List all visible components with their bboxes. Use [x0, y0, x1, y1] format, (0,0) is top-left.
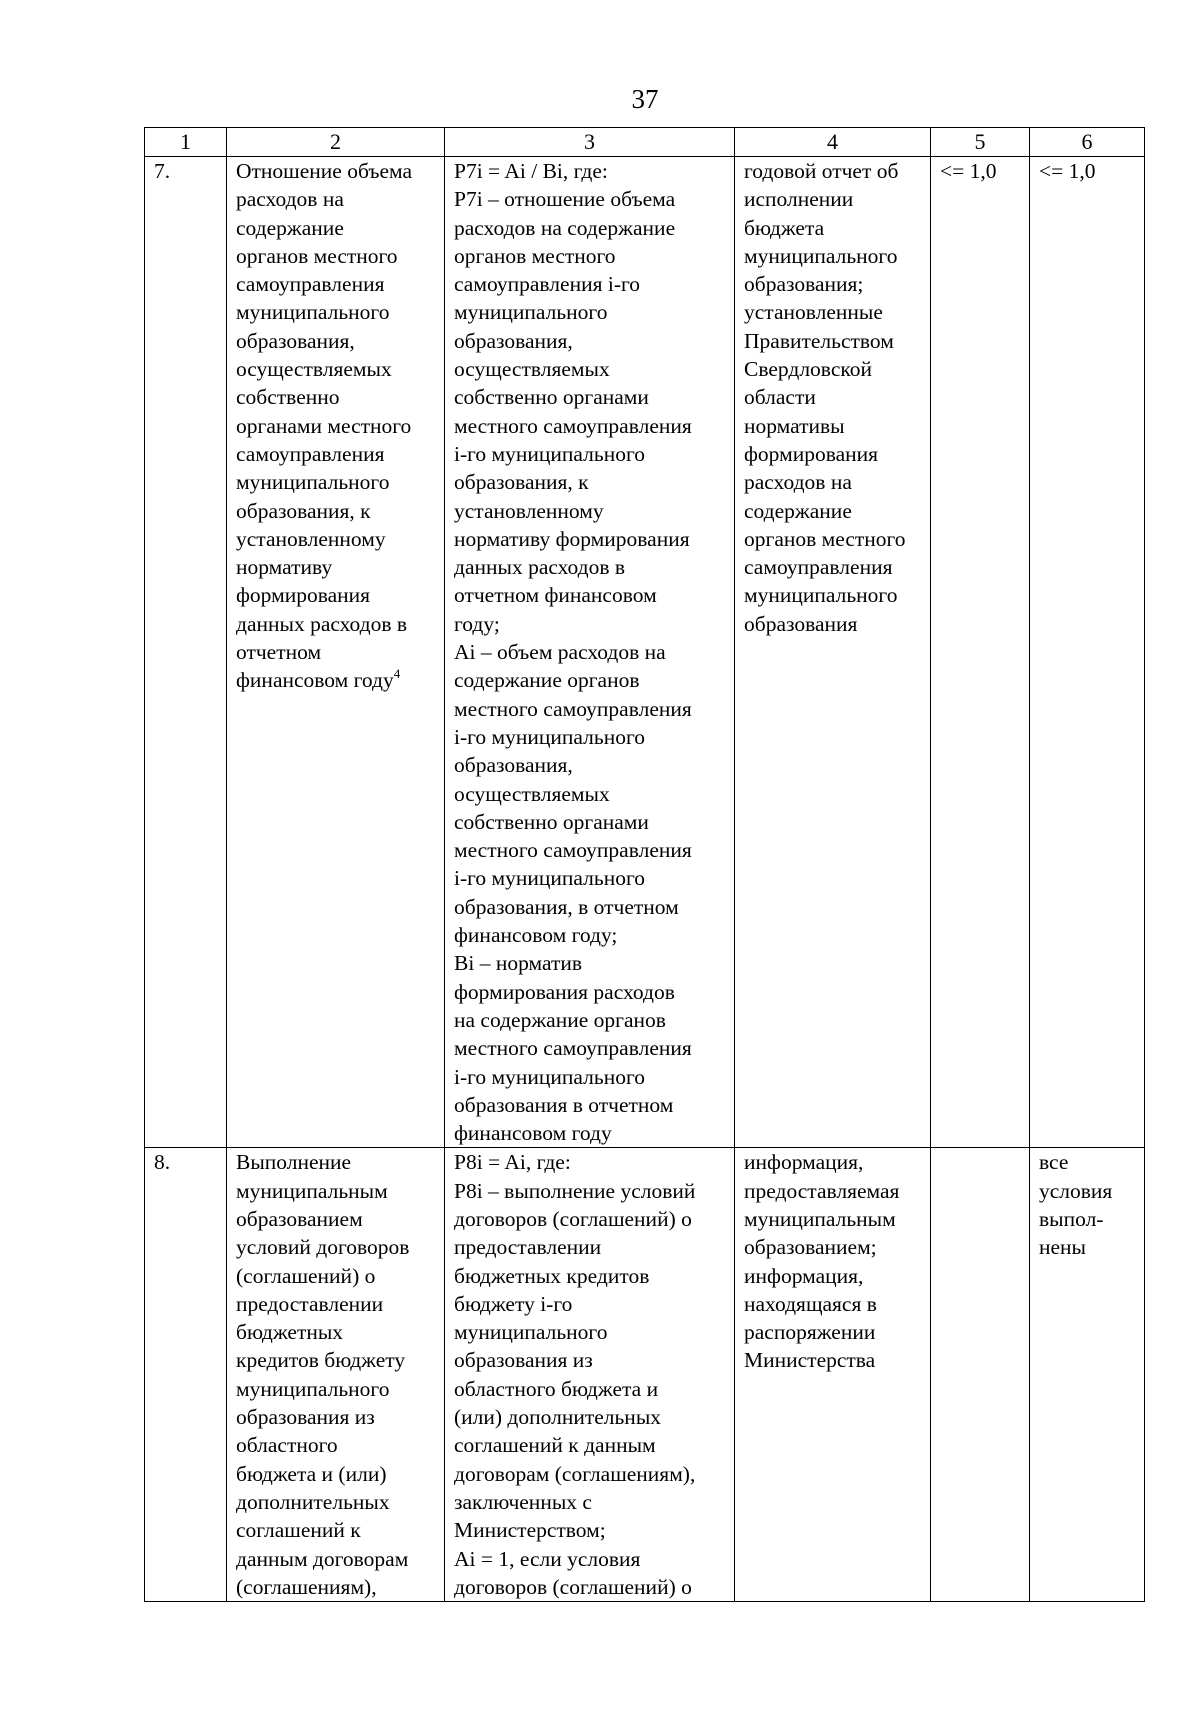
cell-text-line: P8i – выполнение условий	[454, 1178, 696, 1203]
header-cell-6: 6	[1030, 128, 1145, 157]
cell-text-line: на содержание органов	[454, 1007, 666, 1032]
cell-text-line: кредитов бюджету	[236, 1348, 406, 1373]
column-6-value-cell	[1030, 1148, 1145, 1602]
cell-text-line: областного	[236, 1433, 338, 1458]
cell-text-line: муниципального	[236, 470, 390, 495]
cell-text-line: осуществляемых	[236, 357, 392, 382]
cell-text-line: образования,	[236, 328, 355, 353]
cell-text-line: образования, к	[454, 470, 589, 495]
cell-text-line: (или) дополнительных	[454, 1405, 662, 1430]
cell-text-line: Министерства	[744, 1348, 876, 1373]
cell-text-line: финансовом году	[454, 1121, 612, 1146]
cell-text-line: муниципального	[454, 1320, 608, 1345]
cell-text-line: предоставляемая	[744, 1178, 900, 1203]
indicators-table	[144, 127, 1145, 1602]
cell-text-line: отчетном финансовом	[454, 583, 657, 608]
cell-text-line: местного самоуправления	[454, 413, 692, 438]
cell-text-line: расходов на	[236, 187, 344, 212]
cell-text-line: Отношение объема	[236, 159, 413, 183]
cell-text-line: содержание	[236, 215, 344, 240]
cell-text-line: формирования	[236, 583, 371, 608]
cell-text-line: финансовом году$^4$	[236, 666, 401, 693]
row-number-cell: 8.	[145, 1148, 227, 1602]
cell-text-line: условий договоров	[236, 1235, 410, 1260]
cell-text-line: все	[1039, 1150, 1069, 1175]
cell-text-line: собственно	[236, 385, 340, 410]
cell-text-line: соглашений к	[236, 1518, 361, 1543]
cell-text-line: образования из	[236, 1405, 375, 1430]
cell-text-line: Выполнение	[236, 1150, 352, 1175]
cell-text-line: области	[744, 385, 816, 410]
cell-text-line: Свердловской	[744, 357, 872, 382]
page-number: 37	[631, 84, 659, 114]
cell-text-line: формирования	[744, 441, 879, 466]
cell-text-line: данным договорам	[236, 1546, 409, 1571]
table-row	[145, 1148, 1145, 1602]
cell-text-line: расходов на	[744, 470, 852, 495]
cell-text-line: <= 1,0	[940, 159, 997, 183]
cell-text-line: самоуправления	[236, 441, 385, 466]
indicator-name-cell	[227, 157, 445, 1148]
cell-text-line: нены	[1039, 1235, 1086, 1260]
cell-text-line: образованием	[236, 1206, 363, 1231]
cell-text-line: договоров (соглашений) о	[454, 1574, 692, 1599]
footnote-marker: 4	[393, 666, 401, 682]
cell-text-line: органов местного	[236, 243, 398, 268]
cell-text-line: осуществляемых	[454, 781, 610, 806]
cell-text-line: собственно органами	[454, 385, 649, 410]
cell-text-line: бюджетных кредитов	[454, 1263, 650, 1288]
cell-text-line: местного самоуправления	[454, 696, 692, 721]
cell-text-line: муниципального	[236, 1376, 390, 1401]
table-row	[145, 157, 1145, 1148]
cell-text-line: исполнении	[744, 187, 854, 212]
cell-text-line: i-го муниципального	[454, 866, 645, 891]
cell-text-line: (соглашений) о	[236, 1263, 376, 1288]
cell-text-line: финансовом году;	[454, 923, 618, 948]
cell-text-line: Ai – объем расходов на	[454, 640, 666, 665]
cell-text-line: местного самоуправления	[454, 838, 692, 863]
cell-text-line: дополнительных	[236, 1489, 390, 1514]
cell-text-line: образования,	[454, 328, 573, 353]
cell-text-line: собственно органами	[454, 809, 649, 834]
indicator-name-cell	[227, 1148, 445, 1602]
cell-text-line: P7i = Ai / Bi, где:	[454, 159, 608, 183]
cell-text-line: муниципальным	[236, 1178, 388, 1203]
cell-text-line: годовой отчет об	[744, 159, 899, 183]
cell-text-line: i-го муниципального	[454, 724, 645, 749]
cell-text-line: заключенных с	[454, 1489, 592, 1514]
cell-text-line: образования в отчетном	[454, 1092, 674, 1117]
cell-text-line: образования из	[454, 1348, 593, 1373]
header-cell-2: 2	[227, 128, 445, 157]
cell-text-line: установленному	[454, 498, 604, 523]
cell-text-line: информация,	[744, 1150, 864, 1175]
cell-text-line: (соглашениям),	[236, 1574, 377, 1599]
cell-text-line: договорам (соглашениям),	[454, 1461, 696, 1486]
cell-text-line: Bi – норматив	[454, 951, 582, 976]
cell-text-line: органов местного	[744, 526, 906, 551]
cell-text-line: выпол-	[1039, 1206, 1104, 1231]
source-cell	[735, 157, 931, 1148]
cell-text-line: нормативу формирования	[454, 526, 690, 551]
cell-text-line: находящаяся в	[744, 1291, 877, 1316]
cell-text-line: образованием;	[744, 1235, 877, 1260]
column-5-value-cell	[931, 1148, 1030, 1602]
cell-text-line: образования,	[454, 753, 573, 778]
cell-text-line: образования	[744, 611, 858, 636]
cell-text-line: местного самоуправления	[454, 1036, 692, 1061]
cell-text-line: условия	[1039, 1178, 1113, 1203]
cell-text-line: самоуправления i-го	[454, 272, 641, 297]
cell-text-line: муниципального	[744, 583, 898, 608]
cell-text-line: муниципального	[236, 300, 390, 325]
cell-text-line: образования;	[744, 272, 864, 297]
cell-text-line: предоставлении	[236, 1291, 384, 1316]
formula-cell	[445, 157, 735, 1148]
cell-text-line: данных расходов в	[454, 555, 626, 580]
cell-text-line: муниципального	[744, 243, 898, 268]
cell-text-line: бюджетных	[236, 1320, 344, 1345]
cell-text-line: i-го муниципального	[454, 441, 645, 466]
cell-text-line: органами местного	[236, 413, 412, 438]
cell-text-line: муниципальным	[744, 1206, 896, 1231]
cell-text-line: P7i – отношение объема	[454, 187, 676, 212]
cell-text-line: муниципального	[454, 300, 608, 325]
cell-text-line: формирования расходов	[454, 979, 675, 1004]
cell-text-line: органов местного	[454, 243, 616, 268]
cell-text-line: самоуправления	[236, 272, 385, 297]
cell-text-line: бюджета	[744, 215, 825, 240]
header-row	[145, 128, 1145, 157]
cell-text-line: <= 1,0	[1039, 159, 1096, 183]
header-cell-1: 1	[145, 128, 227, 157]
cell-text-line: Министерством;	[454, 1518, 606, 1543]
cell-text-line: расходов на содержание	[454, 215, 676, 240]
cell-text-line: предоставлении	[454, 1235, 602, 1260]
cell-text-line: договоров (соглашений) о	[454, 1206, 692, 1231]
cell-text-line: образования, в отчетном	[454, 894, 679, 919]
cell-text-line: отчетном	[236, 640, 322, 665]
formula-cell	[445, 1148, 735, 1602]
cell-text-line: Ai = 1, если условия	[454, 1546, 641, 1571]
cell-text-line: данных расходов в	[236, 611, 408, 636]
cell-text-line: P8i = Ai, где:	[454, 1150, 571, 1175]
cell-text-line: бюджету i-го	[454, 1291, 573, 1316]
header-cell-4: 4	[735, 128, 931, 157]
source-cell	[735, 1148, 931, 1602]
cell-text-line: установленные	[744, 300, 883, 325]
cell-text-line: распоряжении	[744, 1320, 876, 1345]
cell-text-line: образования, к	[236, 498, 371, 523]
cell-text-line: осуществляемых	[454, 357, 610, 382]
cell-text-line: установленному	[236, 526, 386, 551]
column-5-value-cell	[931, 157, 1030, 1148]
cell-text-line: соглашений к данным	[454, 1433, 656, 1458]
cell-text-line: самоуправления	[744, 555, 893, 580]
cell-text-line: i-го муниципального	[454, 1064, 645, 1089]
cell-text-line: бюджета и (или)	[236, 1461, 387, 1486]
header-cell-5: 5	[931, 128, 1030, 157]
cell-text-line: областного бюджета и	[454, 1376, 659, 1401]
row-number-cell: 7.	[145, 157, 227, 1148]
header-cell-3: 3	[445, 128, 735, 157]
cell-text-line: нормативу	[236, 555, 333, 580]
cell-text-line: Правительством	[744, 328, 894, 353]
cell-text-line: нормативы	[744, 413, 845, 438]
cell-text-line: году;	[454, 611, 500, 636]
cell-text-line: содержание	[744, 498, 852, 523]
cell-text-line: информация,	[744, 1263, 864, 1288]
column-6-value-cell	[1030, 157, 1145, 1148]
cell-text-line: содержание органов	[454, 668, 640, 693]
